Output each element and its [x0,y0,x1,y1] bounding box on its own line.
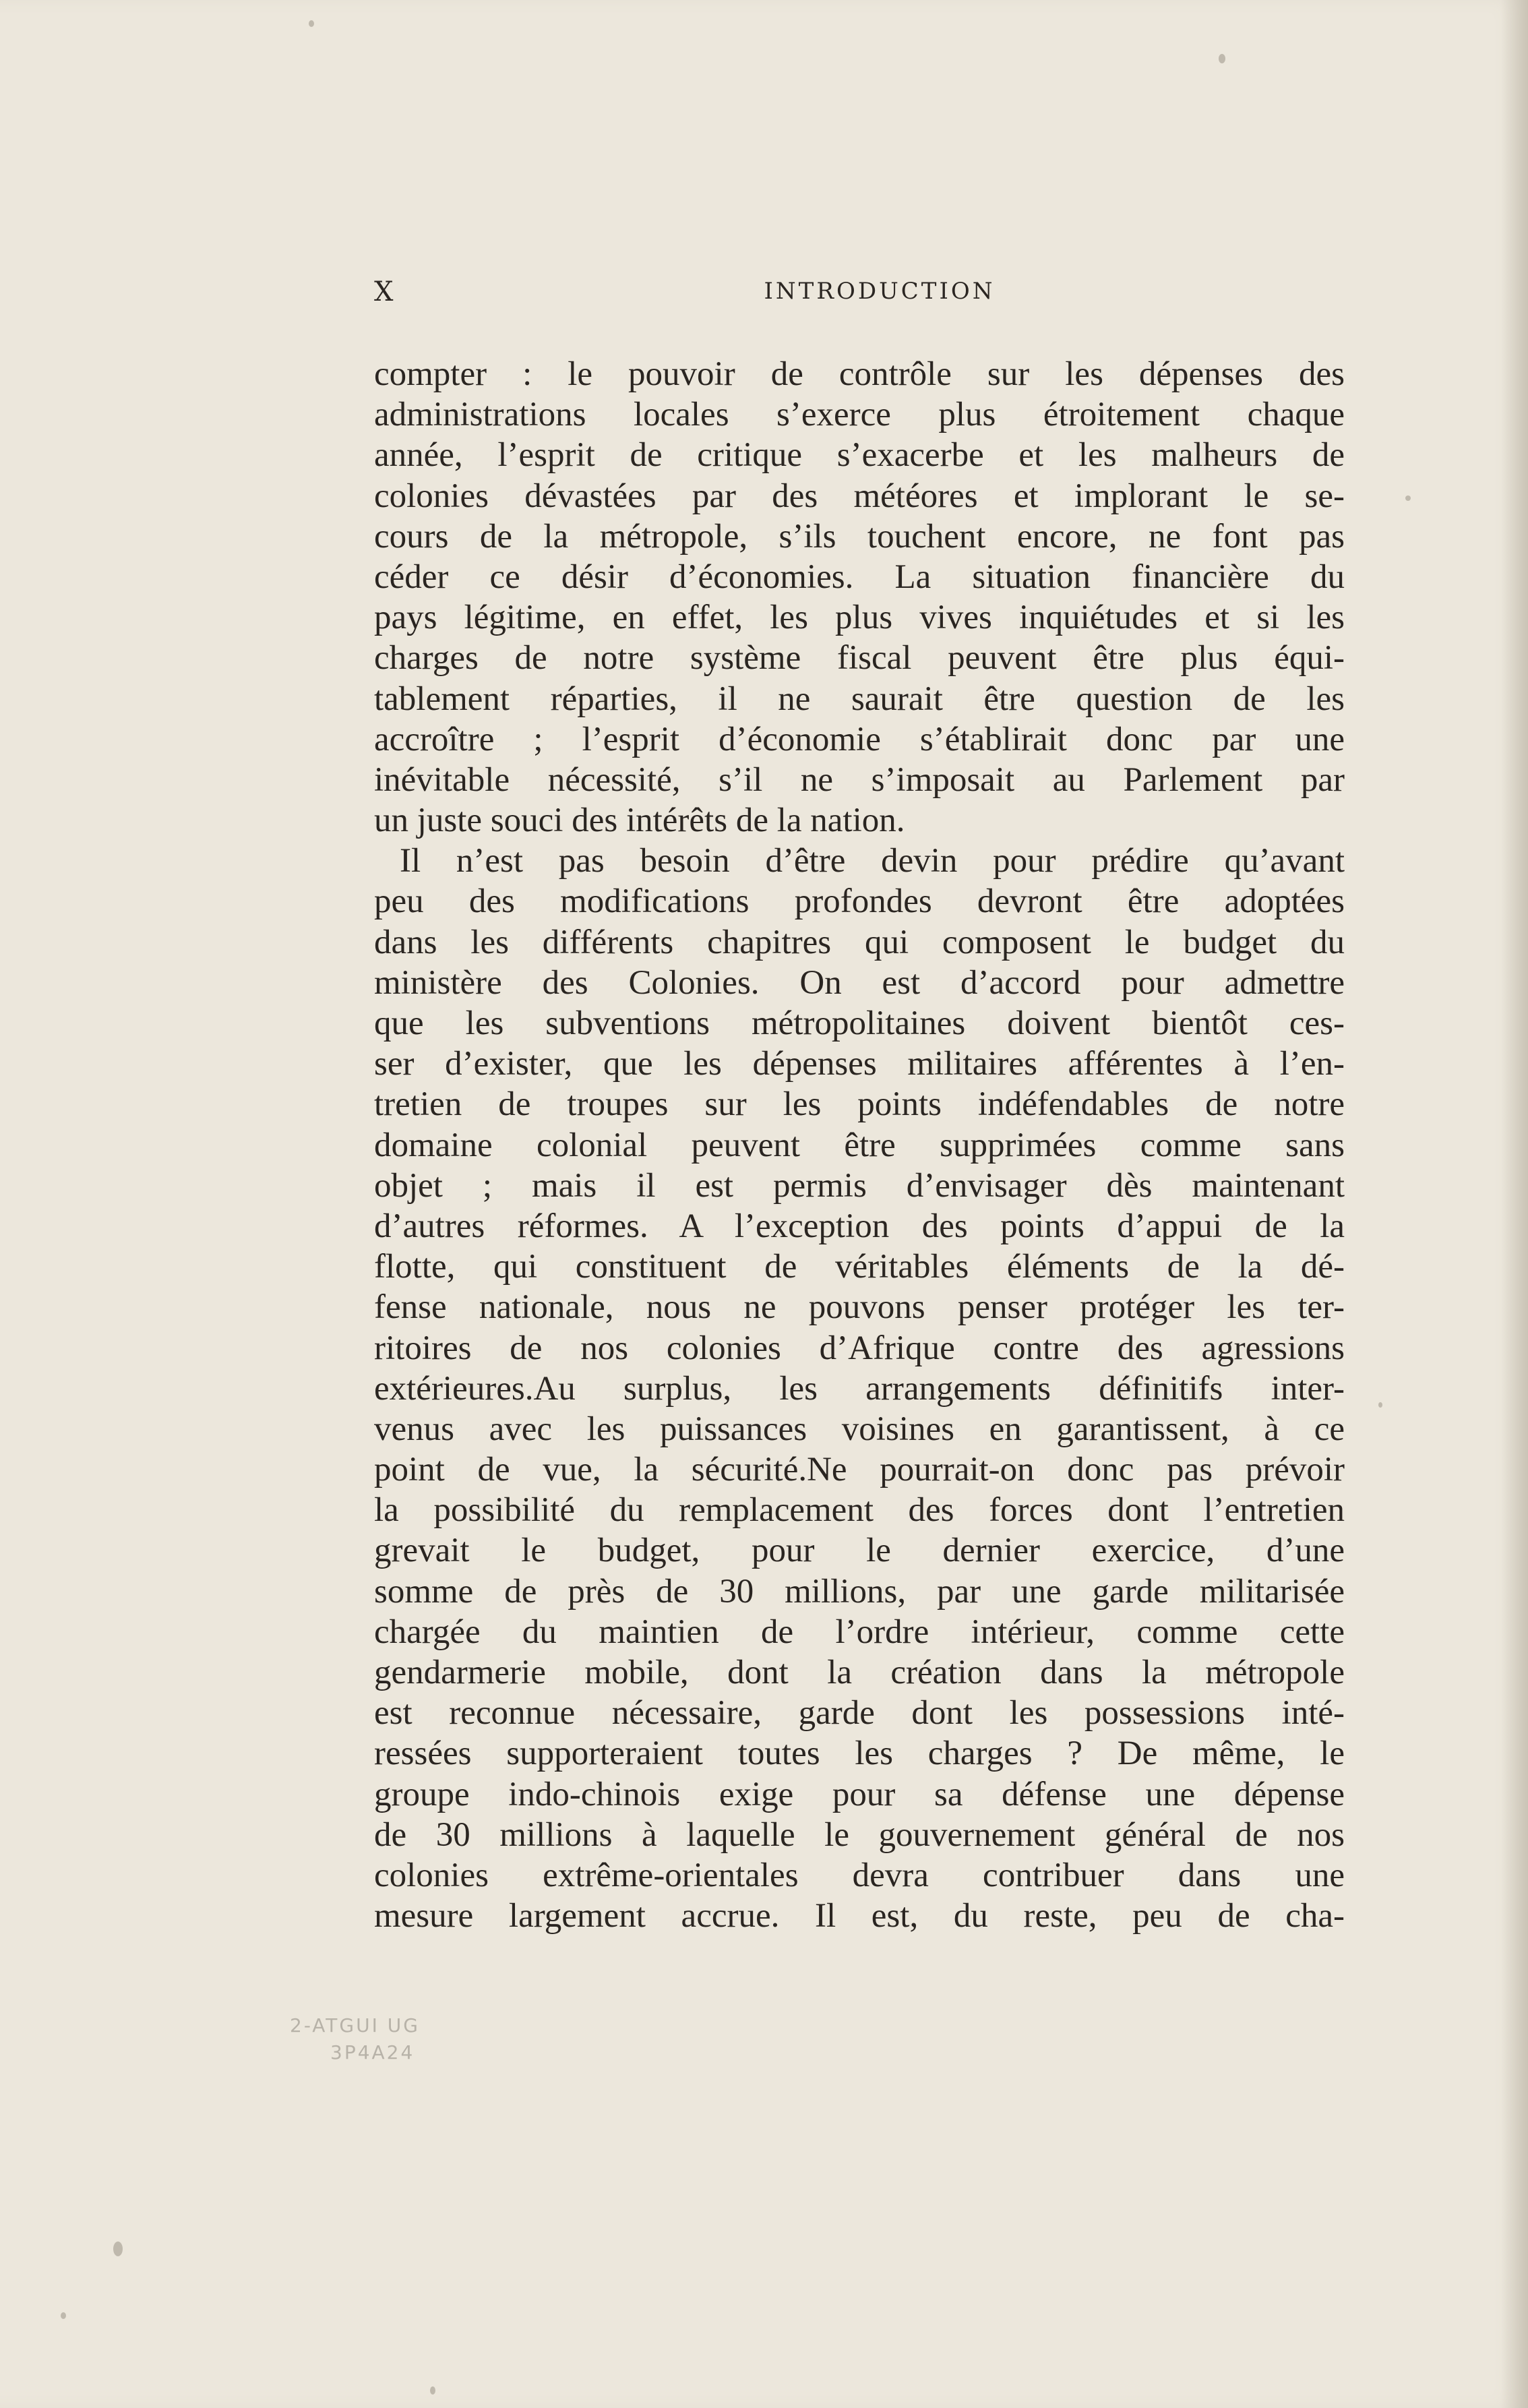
library-stamp-line-2: 3P4A24 [330,2041,415,2064]
body-text [374,354,1345,1936]
paper-speck [309,20,314,27]
text-line: ministère des Colonies. On est d’accord pour admettre [374,963,1345,1002]
text-line: groupe indo-chinois exige pour sa défense une dépense [374,1775,1345,1813]
text-line: colonies extrême-orientales devra contribuer dans une [374,1856,1345,1894]
page-number: X [374,276,395,307]
paper-speck [1378,1402,1382,1408]
text-line: année, l’esprit de critique s’exacerbe et les malheurs de [374,436,1345,475]
running-head [374,270,1345,317]
text-line: accroître ; l’esprit d’économie s’établirait donc par une [374,720,1345,758]
paper-speck [1405,495,1411,501]
text-line: un juste souci des intérêts de la nation. [374,802,905,840]
text-line: administrations locales s’exerce plus étroitement chaque [374,396,1345,434]
text-line: ser d’exister, que les dépenses militaires afférentes à l’en- [374,1045,1345,1083]
text-line: Il n’est pas besoin d’être devin pour prédire qu’avant [400,842,1345,880]
text-line: tretien de troupes sur les points indéfendables de notre [374,1085,1345,1124]
text-line: charges de notre système fiscal peuvent être plus équi- [374,639,1345,678]
running-title: INTRODUCTION [764,278,996,305]
text-line: de 30 millions à laquelle le gouvernement général de nos [374,1815,1345,1854]
paper-speck [1219,54,1225,63]
text-line: cours de la métropole, s’ils touchent encore, ne font pas [374,517,1345,555]
text-line: inévitable nécessité, s’il ne s’imposait au Parlement par [374,760,1345,799]
text-line: venus avec les puissances voisines en garantissent, à ce [374,1410,1345,1448]
text-line: est reconnue nécessaire, garde dont les possessions inté- [374,1694,1345,1733]
text-line: domaine colonial peuvent être supprimées comme sans [374,1126,1345,1164]
text-line: gendarmerie mobile, dont la création dans la métropole [374,1654,1345,1691]
text-line: ritoires de nos colonies d’Afrique contre des agressions [374,1329,1345,1367]
text-line: grevait le budget, pour le dernier exercice, d’une [374,1532,1345,1570]
text-line: d’autres réformes. A l’exception des points d’appui de la [374,1207,1345,1245]
text-line: ressées supporteraient toutes les charges ? De même, le [374,1735,1345,1773]
text-line: point de vue, la sécurité.Ne pourrait-on donc pas prévoir [374,1451,1345,1489]
text-line: tablement réparties, il ne saurait être question de les [374,680,1345,718]
text-line: mesure largement accrue. Il est, du reste, peu de cha- [374,1897,1345,1935]
text-line: la possibilité du remplacement des forces dont l’entretien [374,1491,1345,1530]
text-line: chargée du maintien de l’ordre intérieur, comme cette [374,1613,1345,1651]
text-line: pays légitime, en effet, les plus vives inquiétudes et si les [374,599,1345,637]
page-edge-shadow [1501,0,1528,2408]
library-stamp-line-1: 2-ATGUI UG [290,2014,420,2037]
library-stamp [290,2012,492,2086]
text-line: extérieures.Au surplus, les arrangements définitifs inter- [374,1369,1345,1408]
text-line: somme de près de 30 millions, par une garde militarisée [374,1572,1345,1611]
text-line: objet ; mais il est permis d’envisager dès maintenant [374,1166,1345,1205]
text-line: peu des modifications profondes devront être adoptées [374,882,1345,921]
text-line: que les subventions métropolitaines doivent bientôt ces- [374,1004,1345,1042]
text-line: compter : le pouvoir de contrôle sur les dépenses des [374,355,1345,393]
paper-speck [113,2241,123,2256]
text-line: céder ce désir d’économies. La situation financière du [374,558,1345,596]
text-line: flotte, qui constituent de véritables éléments de la dé- [374,1248,1345,1286]
paper-speck [61,2312,66,2319]
text-line: colonies dévastées par des météores et implorant le se- [374,477,1345,515]
paper-speck [430,2386,435,2395]
text-line: dans les différents chapitres qui composent le budget du [374,923,1345,961]
text-line: fense nationale, nous ne pouvons penser protéger les ter- [374,1288,1345,1327]
